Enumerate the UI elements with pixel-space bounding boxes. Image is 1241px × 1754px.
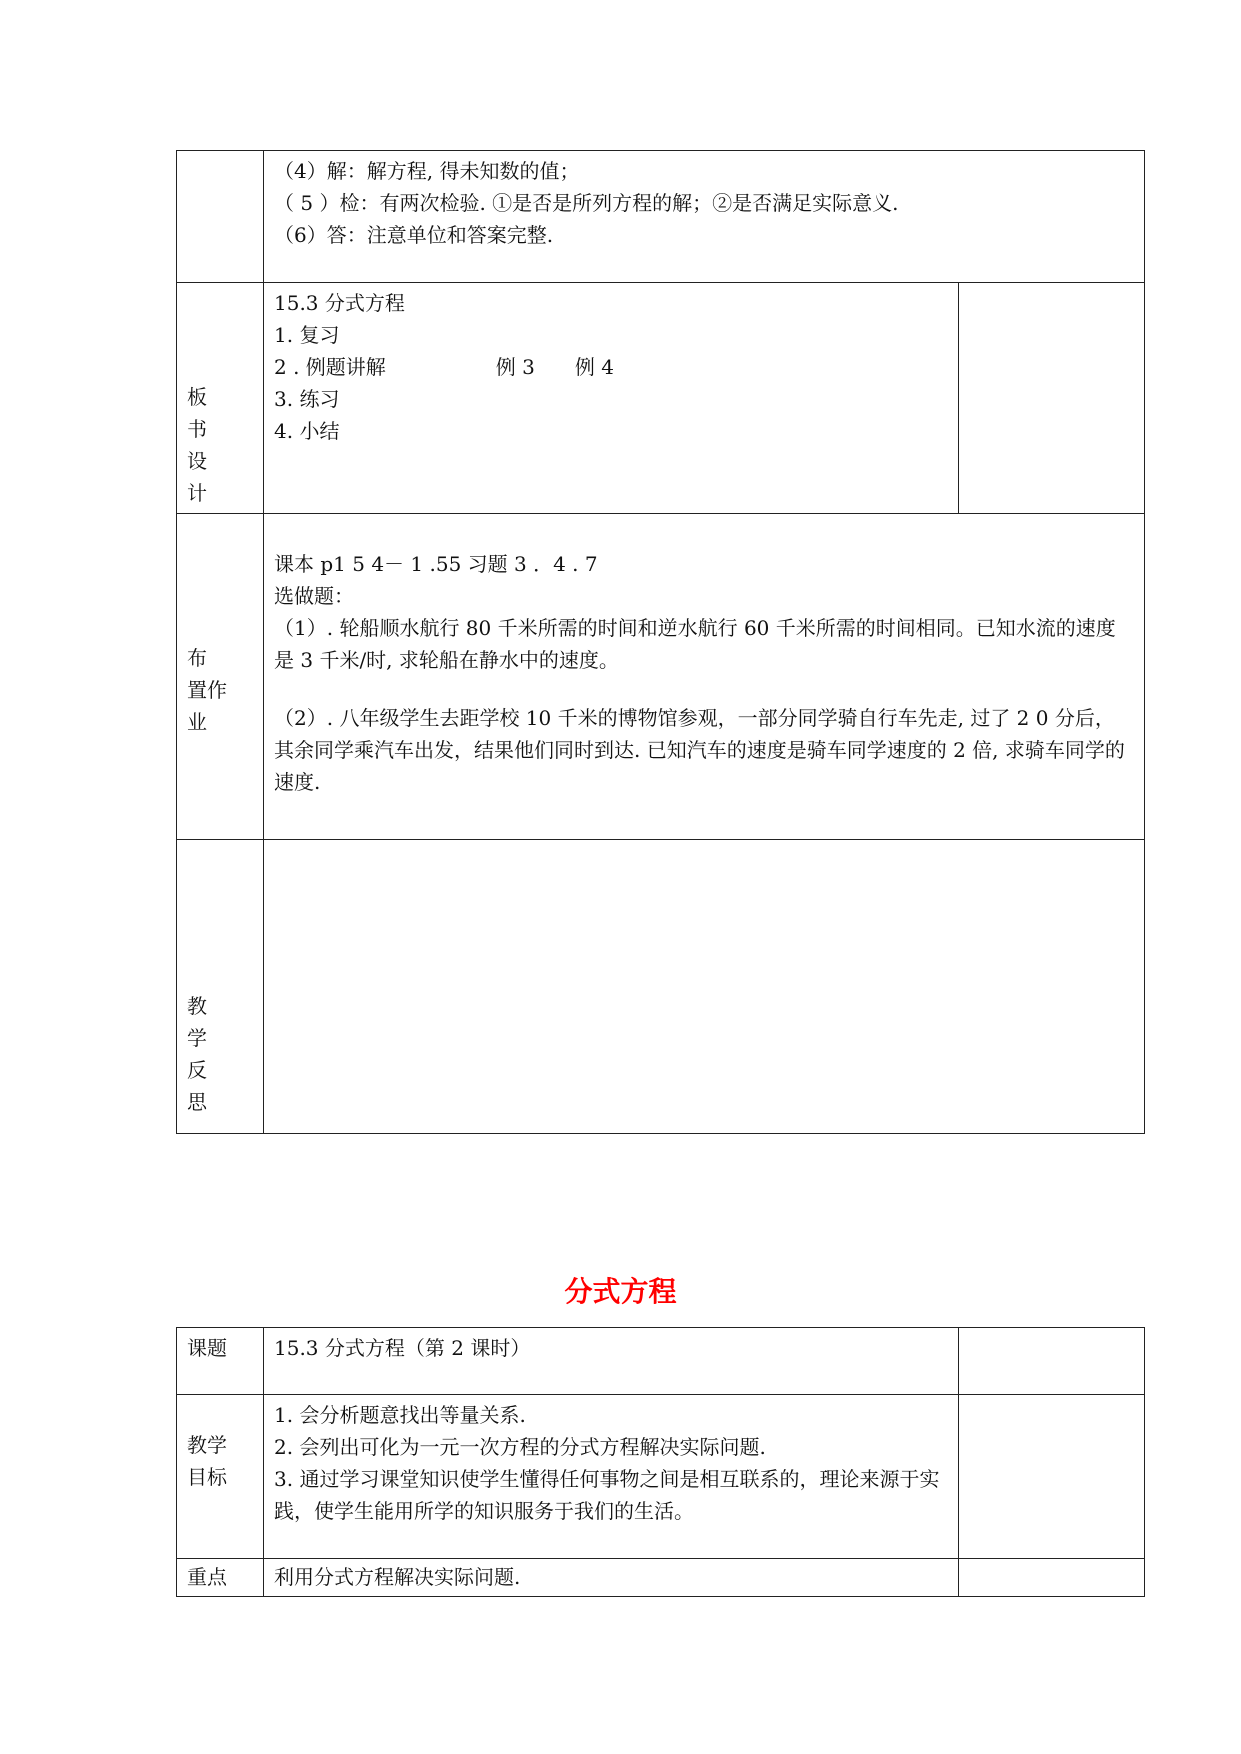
reflection-label — [177, 840, 264, 1134]
topic-label: 课题 — [177, 1328, 264, 1395]
key-point-value: 利用分式方程解决实际问题. — [264, 1559, 959, 1597]
topic-row — [177, 1328, 1145, 1395]
label-char: 布 — [187, 646, 207, 670]
key-point-label: 重点 — [177, 1559, 264, 1597]
board-item-2 — [274, 351, 948, 383]
homework-row — [177, 514, 1145, 840]
board-design-label — [177, 283, 264, 514]
reflection-row — [177, 840, 1145, 1134]
label-char: 学 — [187, 1026, 207, 1050]
board-item-4: 4. 小结 — [274, 419, 340, 443]
label-char: 置作 — [187, 678, 227, 702]
label-char: 反 — [187, 1058, 207, 1082]
board-example-4: 例 4 — [574, 355, 614, 379]
step-6: （6）答：注意单位和答案完整. — [274, 223, 554, 247]
board-item-3: 3. 练习 — [274, 387, 340, 411]
board-item-2-text: 2 . 例题讲解 — [274, 355, 386, 379]
board-design-row — [177, 283, 1145, 514]
homework-question-1: （1）. 轮船顺水航行 80 千米所需的时间和逆水航行 60 千米所需的时间相同。已知水流的速度是 3 千米/时, 求轮船在静水中的速度。 — [274, 616, 1116, 672]
homework-optional: 选做题： — [274, 584, 354, 608]
goals-notes — [959, 1395, 1145, 1559]
steps-label-cell — [177, 151, 264, 283]
label-char: 书 — [187, 417, 207, 441]
section-title: 分式方程 — [564, 1275, 677, 1308]
homework-textbook: 课本 p1 5 4－ 1 .55 习题 3 ．4 . 7 — [274, 552, 598, 576]
spacer — [274, 676, 1134, 702]
board-title: 15.3 分式方程 — [274, 291, 405, 315]
homework-question-2: （2）. 八年级学生去距学校 10 千米的博物馆参观，一部分同学骑自行车先走, 过了 2 0 分后，其余同学乘汽车出发，结果他们同时到达. 已知汽车的速度是骑车同学速度的 2 倍, 求骑车同学的速度. — [274, 706, 1125, 794]
label-char: 板 — [187, 385, 207, 409]
topic-value: 15.3 分式方程（第 2 课时） — [264, 1328, 959, 1395]
topic-notes — [959, 1328, 1145, 1395]
label-char: 目标 — [187, 1465, 227, 1489]
label-char: 业 — [187, 710, 207, 734]
homework-content — [264, 514, 1145, 840]
board-design-notes — [959, 283, 1145, 514]
label-char: 设 — [187, 449, 207, 473]
goal-1: 1. 会分析题意找出等量关系. — [274, 1403, 526, 1427]
label-char: 思 — [187, 1090, 207, 1114]
reflection-content — [264, 840, 1145, 1134]
label-char: 教 — [187, 994, 207, 1018]
goal-3: 3. 通过学习课堂知识使学生懂得任何事物之间是相互联系的，理论来源于实践，使学生能用所学的知识服务于我们的生活。 — [274, 1467, 940, 1523]
goals-label — [177, 1395, 264, 1559]
lesson-table-continued — [176, 150, 1145, 1134]
board-design-content — [264, 283, 959, 514]
key-point-notes — [959, 1559, 1145, 1597]
label-char: 教学 — [187, 1433, 227, 1457]
lesson-plan-table — [176, 1327, 1145, 1597]
step-5: （ 5 ）检：有两次检验. ①是否是所列方程的解；②是否满足实际意义. — [274, 191, 899, 215]
goal-2: 2. 会列出可化为一元一次方程的分式方程解决实际问题. — [274, 1435, 766, 1459]
key-point-row — [177, 1559, 1145, 1597]
label-char: 计 — [187, 481, 207, 505]
steps-content-cell — [264, 151, 1145, 283]
homework-label — [177, 514, 264, 840]
goals-row — [177, 1395, 1145, 1559]
step-4: （4）解：解方程, 得未知数的值； — [274, 159, 580, 183]
board-item-1: 1. 复习 — [274, 323, 340, 347]
steps-row — [177, 151, 1145, 283]
board-example-3: 例 3 — [495, 355, 535, 379]
goals-content — [264, 1395, 959, 1559]
